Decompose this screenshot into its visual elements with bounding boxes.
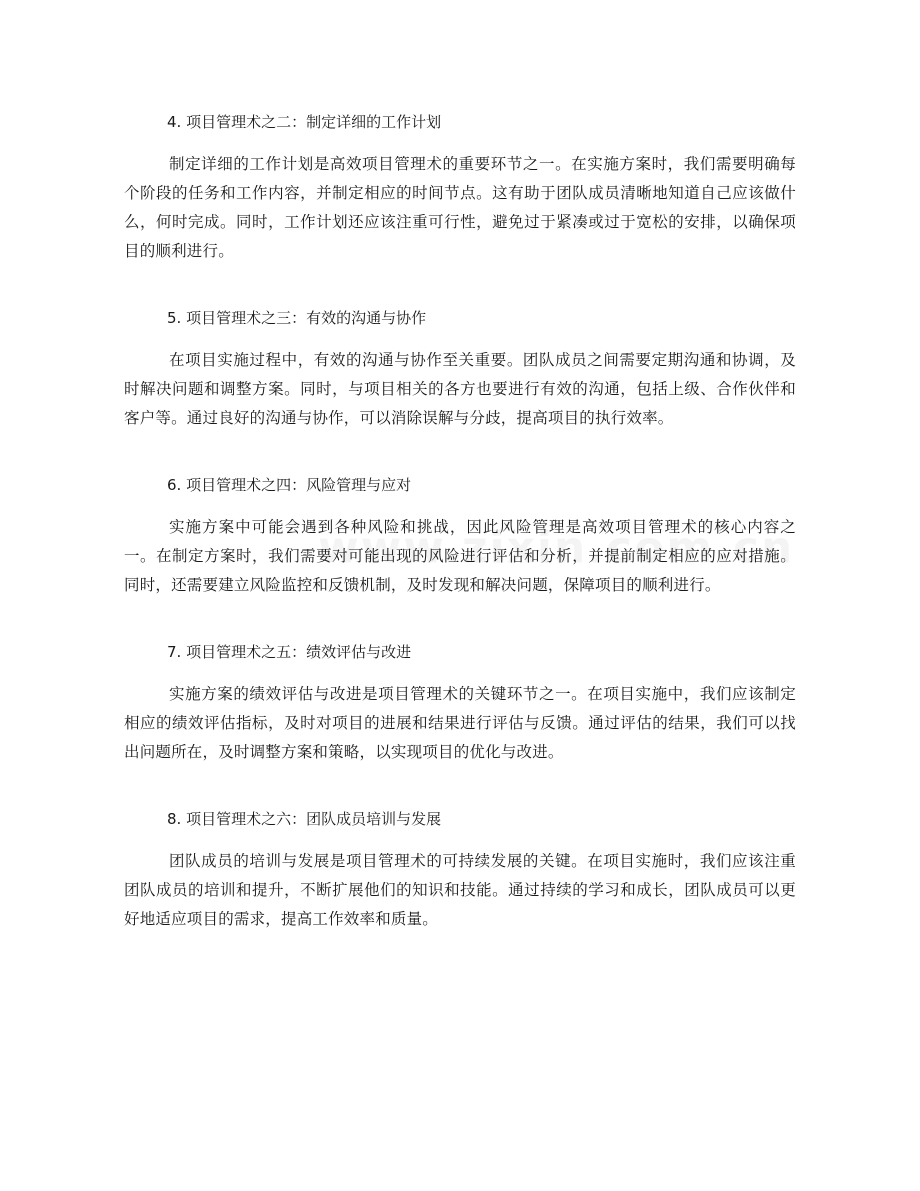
section-heading: 6. 项目管理术之四：风险管理与应对 [167,476,412,494]
section-4 [124,104,796,266]
section-paragraph: 制定详细的工作计划是高效项目管理术的重要环节之一。在实施方案时，我们需要明确每个阶段的任务和工作内容，并制定相应的时间节点。这有助于团队成员清晰地知道自己应该做什么，何时完成。同时，工作计划还应该注重可行性，避免过于紧凑或过于宽松的安排，以确保项目的顺利进行。 [124,155,796,260]
section-6 [124,467,796,600]
section-7 [124,634,796,767]
section-heading: 8. 项目管理术之六：团队成员培训与发展 [167,810,442,828]
section-heading: 7. 项目管理术之五：绩效评估与改进 [167,643,412,661]
document-body [124,104,796,934]
section-paragraph: 实施方案中可能会遇到各种风险和挑战，因此风险管理是高效项目管理术的核心内容之一。在制定方案时，我们需要对可能出现的风险进行评估和分析，并提前制定相应的应对措施。同时，还需要建立风险监控和反馈机制，及时发现和解决问题，保障项目的顺利进行。 [124,518,796,594]
section-heading: 5. 项目管理术之三：有效的沟通与协作 [167,309,427,327]
section-paragraph: 实施方案的绩效评估与改进是项目管理术的关键环节之一。在项目实施中，我们应该制定相应的绩效评估指标，及时对项目的进展和结果进行评估与反馈。通过评估的结果，我们可以找出问题所在，及时调整方案和策略，以实现项目的优化与改进。 [124,685,796,761]
section-heading: 4. 项目管理术之二：制定详细的工作计划 [167,113,442,131]
section-paragraph: 团队成员的培训与发展是项目管理术的可持续发展的关键。在项目实施时，我们应该注重团队成员的培训和提升，不断扩展他们的知识和技能。通过持续的学习和成长，团队成员可以更好地适应项目的需求，提高工作效率和质量。 [124,852,796,928]
section-8 [124,801,796,934]
section-paragraph: 在项目实施过程中，有效的沟通与协作至关重要。团队成员之间需要定期沟通和协调，及时解决问题和调整方案。同时，与项目相关的各方也要进行有效的沟通，包括上级、合作伙伴和客户等。通过良好的沟通与协作，可以消除误解与分歧，提高项目的执行效率。 [124,351,796,427]
section-5 [124,300,796,433]
